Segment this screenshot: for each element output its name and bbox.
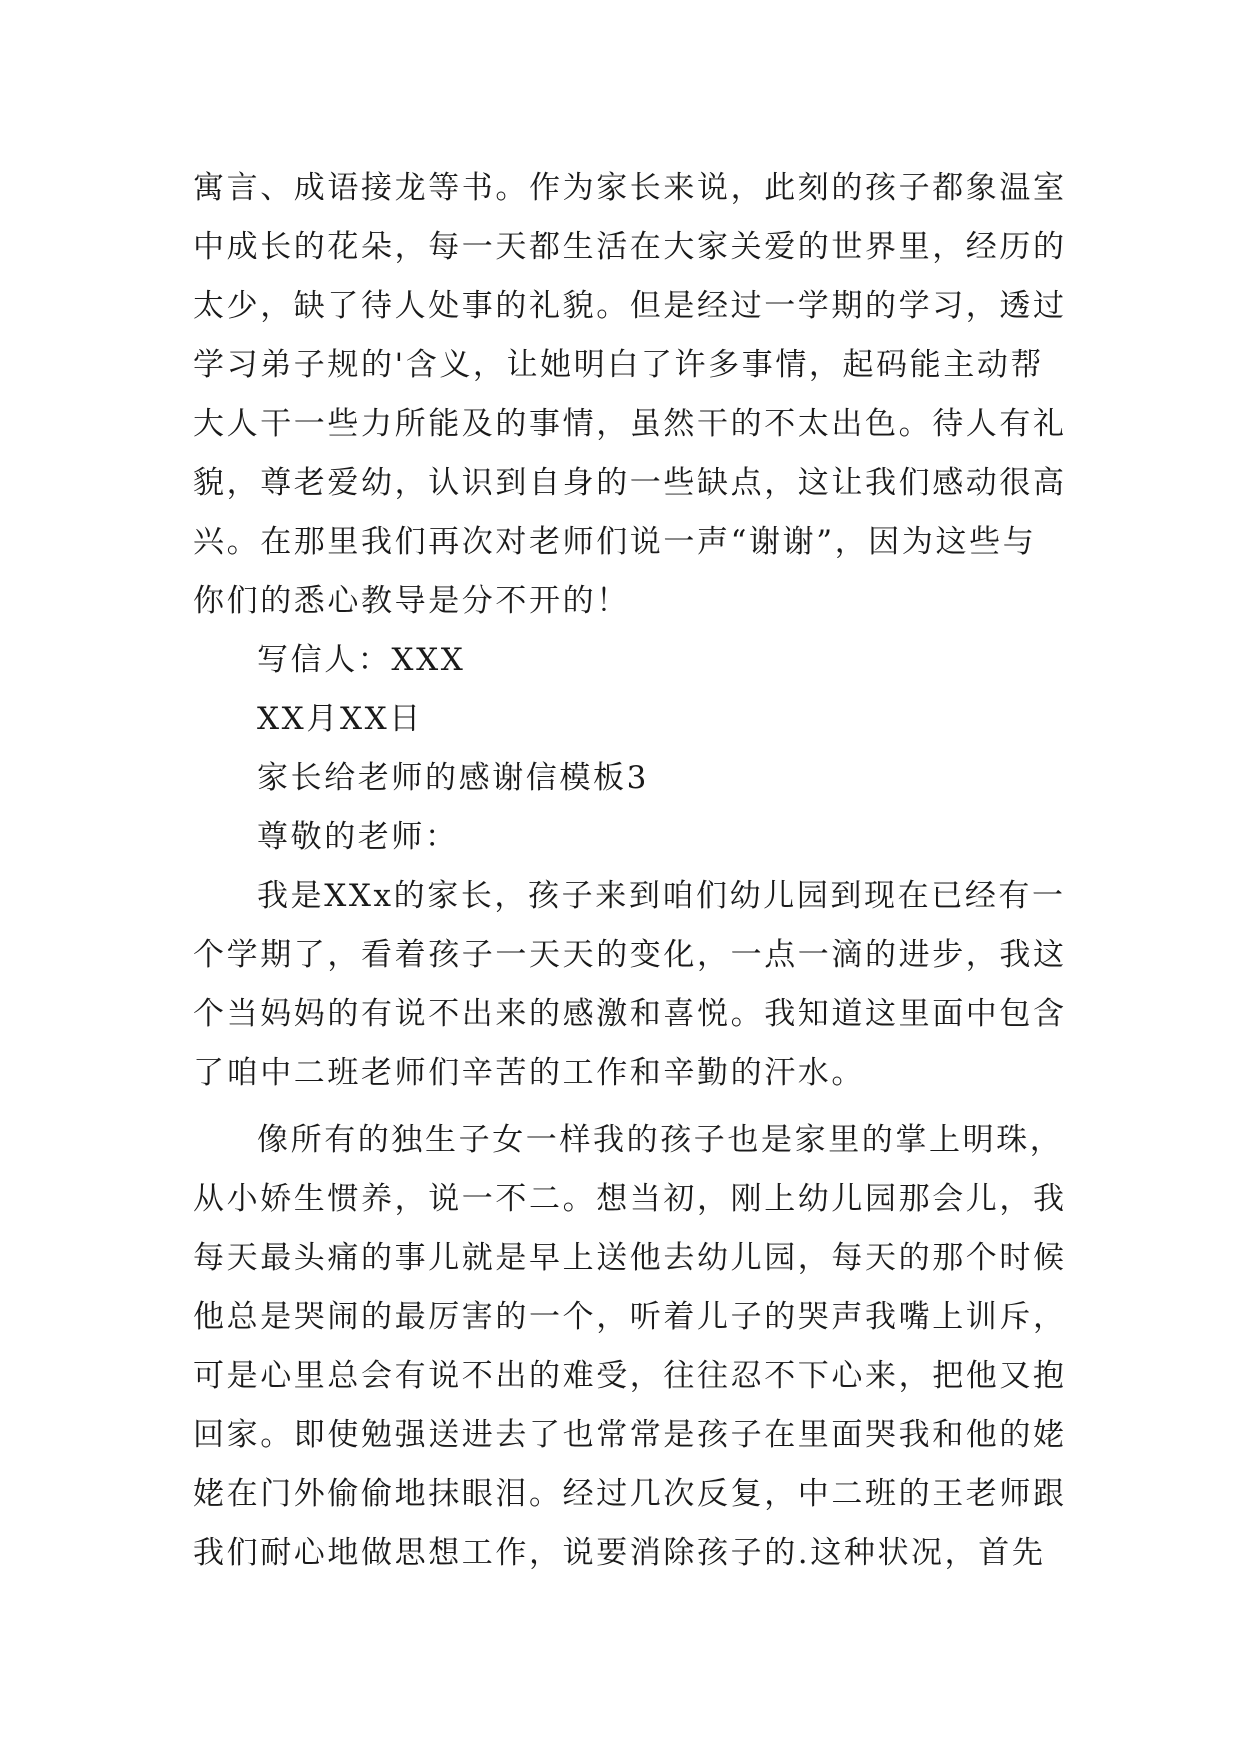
paragraph-line: 了咱中二班老师们辛苦的工作和辛勤的汗水。: [193, 1055, 865, 1091]
paragraph-line: 你们的悉心教导是分不开的！: [193, 583, 630, 619]
paragraph-line: 他总是哭闹的最厉害的一个，听着儿子的哭声我嘴上训斥，: [193, 1299, 1067, 1335]
paragraph-line: 个学期了，看着孩子一天天的变化，一点一滴的进步，我这: [193, 937, 1067, 973]
paragraph-line: 像所有的独生子女一样我的孩子也是家里的掌上明珠，: [257, 1122, 1064, 1158]
paragraph-line: 我们耐心地做思想工作，说要消除孩子的.这种状况，首先: [193, 1535, 1046, 1571]
paragraph-line: 可是心里总会有说不出的难受，往往忍不下心来，把他又抱: [193, 1358, 1067, 1394]
signature-line: 写信人：XXX: [257, 642, 466, 678]
paragraph-line: 兴。在那里我们再次对老师们说一声“谢谢”，因为这些与: [193, 524, 1037, 560]
paragraph-line: 我是XXx的家长，孩子来到咱们幼儿园到现在已经有一: [257, 878, 1066, 914]
paragraph-line: 学习弟子规的'含义，让她明白了许多事情，起码能主动帮: [193, 347, 1045, 383]
date-line: XX月XX日: [257, 701, 423, 737]
paragraph-line: 大人干一些力所能及的事情，虽然干的不太出色。待人有礼: [193, 406, 1067, 442]
paragraph-line: 姥在门外偷偷地抹眼泪。经过几次反复，中二班的王老师跟: [193, 1476, 1067, 1512]
paragraph-line: 个当妈妈的有说不出来的感激和喜悦。我知道这里面中包含: [193, 996, 1067, 1032]
salutation: 尊敬的老师：: [257, 819, 459, 855]
paragraph-line: 太少，缺了待人处事的礼貌。但是经过一学期的学习，透过: [193, 288, 1067, 324]
paragraph-line: 中成长的花朵，每一天都生活在大家关爱的世界里，经历的: [193, 229, 1067, 265]
paragraph-line: 貌，尊老爱幼，认识到自身的一些缺点，这让我们感动很高: [193, 465, 1067, 501]
paragraph-line: 寓言、成语接龙等书。作为家长来说，此刻的孩子都象温室: [193, 170, 1067, 206]
paragraph-line: 回家。即使勉强送进去了也常常是孩子在里面哭我和他的姥: [193, 1417, 1067, 1453]
paragraph-line: 每天最头痛的事儿就是早上送他去幼儿园，每天的那个时候: [193, 1240, 1067, 1276]
paragraph-line: 从小娇生惯养，说一不二。想当初，刚上幼儿园那会儿，我: [193, 1181, 1067, 1217]
section-title: 家长给老师的感谢信模板3: [257, 760, 649, 796]
